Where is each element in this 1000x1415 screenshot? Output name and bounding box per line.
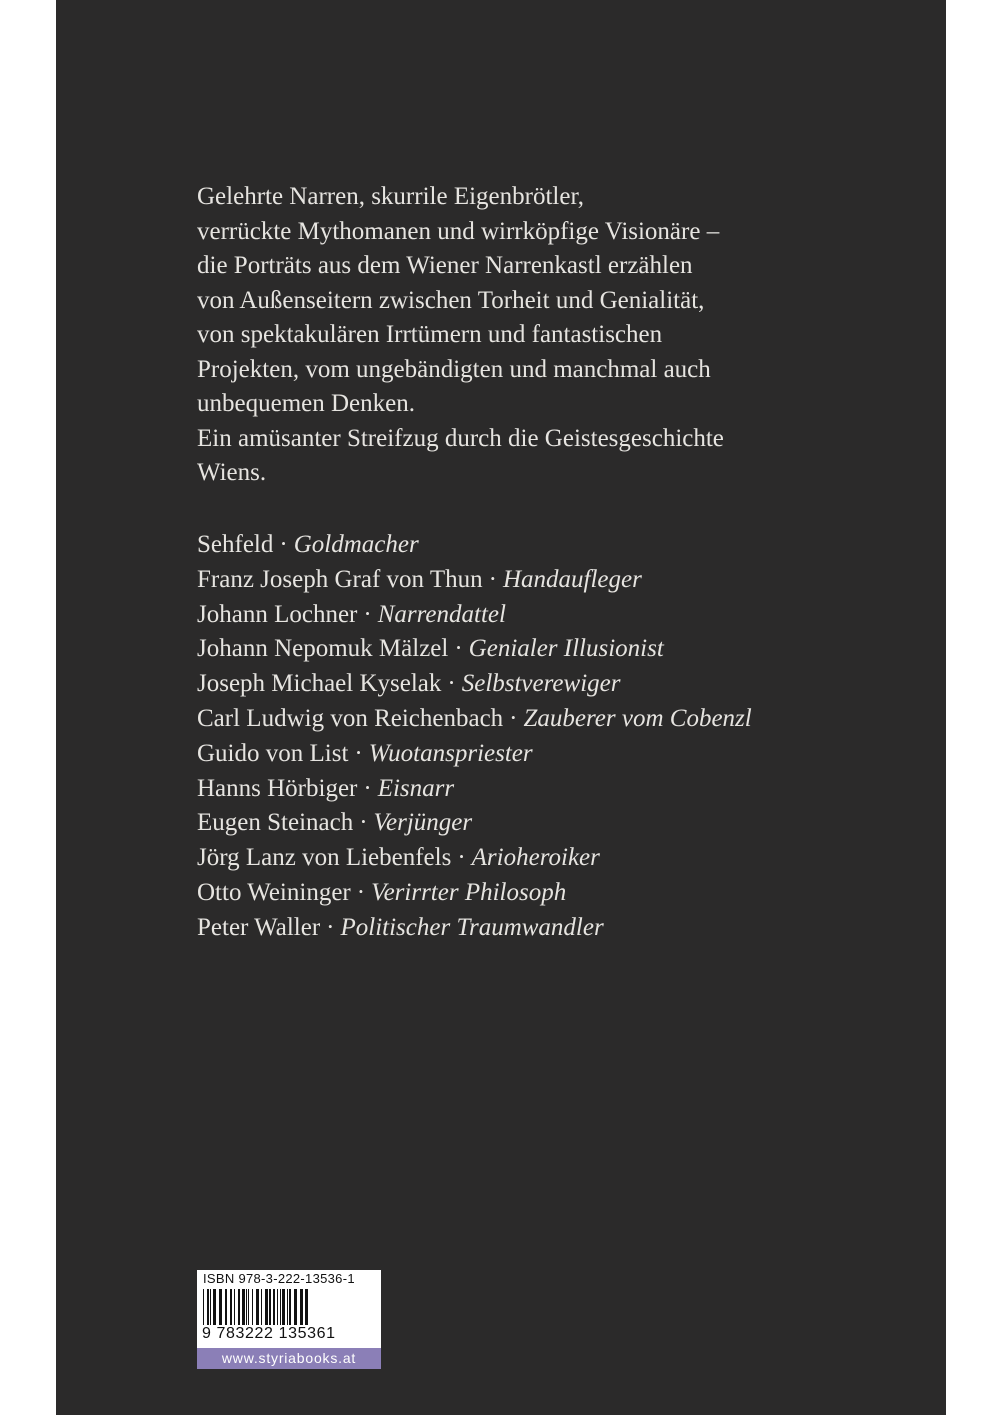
barcode-bar (287, 1289, 288, 1329)
blurb-line: die Porträts aus dem Wiener Narrenkastl erzählen (197, 252, 693, 279)
barcode-bar (273, 1289, 275, 1329)
separator-dot: · (363, 600, 372, 628)
portrait-item (197, 911, 897, 946)
separator-dot: · (279, 531, 288, 558)
blurb-line: Gelehrte Narren, skurrile Eigenbrötler, (197, 183, 585, 210)
portrait-role: Wuotanspriester (368, 739, 533, 767)
portrait-role: Selbstverewiger (461, 670, 621, 698)
portrait-name: Peter Waller (197, 913, 321, 941)
separator-dot: · (488, 565, 497, 593)
blurb-line: verrückte Mythomanen und wirrköpfige Visionäre – (197, 217, 720, 245)
barcode-bar (230, 1289, 232, 1329)
portrait-name: Jörg Lanz von Liebenfels (197, 844, 452, 872)
separator-dot: · (447, 670, 456, 698)
barcode-bars (201, 1289, 377, 1329)
barcode-bar (213, 1289, 216, 1329)
portrait-role: Genialer Illusionist (468, 635, 664, 663)
portrait-role: Eisnarr (377, 774, 455, 802)
barcode-bar (282, 1289, 285, 1329)
barcode-bar (289, 1289, 291, 1329)
separator-dot: · (354, 739, 363, 767)
barcode-bar (305, 1289, 308, 1329)
barcode-bar (252, 1289, 253, 1329)
blurb-text (197, 180, 837, 491)
barcode-bar (277, 1289, 278, 1329)
blurb-line: Projekten, vom ungebändigten und manchmal auch (197, 355, 711, 383)
barcode-bar (280, 1289, 281, 1329)
portrait-item (197, 806, 897, 841)
portrait-role: Arioheroiker (471, 844, 600, 872)
barcode-bar (207, 1289, 209, 1329)
portrait-item (197, 772, 897, 807)
blurb-line: unbequemen Denken. (197, 390, 415, 417)
separator-dot: · (454, 635, 463, 663)
barcode-bar (294, 1289, 297, 1329)
barcode-bar (269, 1289, 271, 1329)
blurb-line: von Außenseitern zwischen Torheit und Genialität, (197, 286, 705, 314)
portrait-name: Johann Lochner (197, 600, 358, 628)
isbn-barcode (197, 1270, 381, 1348)
portrait-name: Eugen Steinach (197, 809, 354, 837)
portrait-role: Goldmacher (293, 531, 419, 558)
separator-dot: · (356, 878, 366, 906)
ean-digits: 9 783222 135361 (202, 1325, 336, 1342)
isbn-label: ISBN 978-3-222-13536-1 (203, 1271, 355, 1286)
portrait-item (197, 598, 897, 633)
barcode-bar (300, 1289, 303, 1329)
portrait-name: Otto Weininger (197, 878, 351, 906)
barcode-bar (242, 1289, 245, 1329)
portrait-name: Guido von List (197, 739, 349, 767)
barcode-bar (256, 1289, 259, 1329)
portrait-item (197, 702, 897, 737)
portrait-role: Narrendattel (377, 600, 506, 628)
barcode-bar (203, 1289, 204, 1329)
portrait-name: Sehfeld (197, 531, 274, 558)
barcode-bar (261, 1289, 262, 1329)
barcode-bar (238, 1289, 240, 1329)
separator-dot: · (326, 913, 335, 941)
portrait-role: Politischer Traumwandler (340, 913, 604, 941)
separator-dot: · (359, 809, 368, 837)
portrait-role: Verjünger (373, 809, 473, 837)
publisher-website: www.styriabooks.at (197, 1348, 381, 1369)
portrait-role: Handaufleger (502, 565, 642, 593)
blurb-line: von spektakulären Irrtümern und fantastischen (197, 321, 663, 348)
portrait-role: Verirrter Philosoph (371, 878, 567, 906)
separator-dot: · (457, 844, 466, 872)
portrait-item (197, 632, 897, 667)
portrait-name: Franz Joseph Graf von Thun (197, 565, 483, 593)
blurb-line: Wiens. (197, 459, 267, 486)
portrait-name: Joseph Michael Kyselak (197, 670, 442, 698)
portrait-name: Hanns Hörbiger (197, 774, 358, 802)
barcode-bar (234, 1289, 235, 1329)
portrait-list (197, 528, 897, 946)
portrait-item (197, 737, 897, 772)
separator-dot: · (509, 704, 518, 732)
portrait-item (197, 528, 897, 563)
barcode-bar (210, 1289, 211, 1329)
separator-dot: · (363, 774, 372, 802)
portrait-role: Zauberer vom Cobenzl (523, 704, 752, 732)
portrait-item (197, 876, 897, 911)
portrait-item (197, 563, 897, 598)
portrait-name: Johann Nepomuk Mälzel (197, 635, 449, 663)
portrait-item (197, 667, 897, 702)
portrait-item (197, 841, 897, 876)
barcode-bar (248, 1289, 249, 1329)
barcode-bar (246, 1289, 247, 1329)
barcode-bar (225, 1289, 227, 1329)
portrait-name: Carl Ludwig von Reichenbach (197, 704, 504, 732)
blurb-line: Ein amüsanter Streifzug durch die Geistesgeschichte (197, 424, 724, 452)
barcode-bar (219, 1289, 222, 1329)
barcode-bar (265, 1289, 268, 1329)
